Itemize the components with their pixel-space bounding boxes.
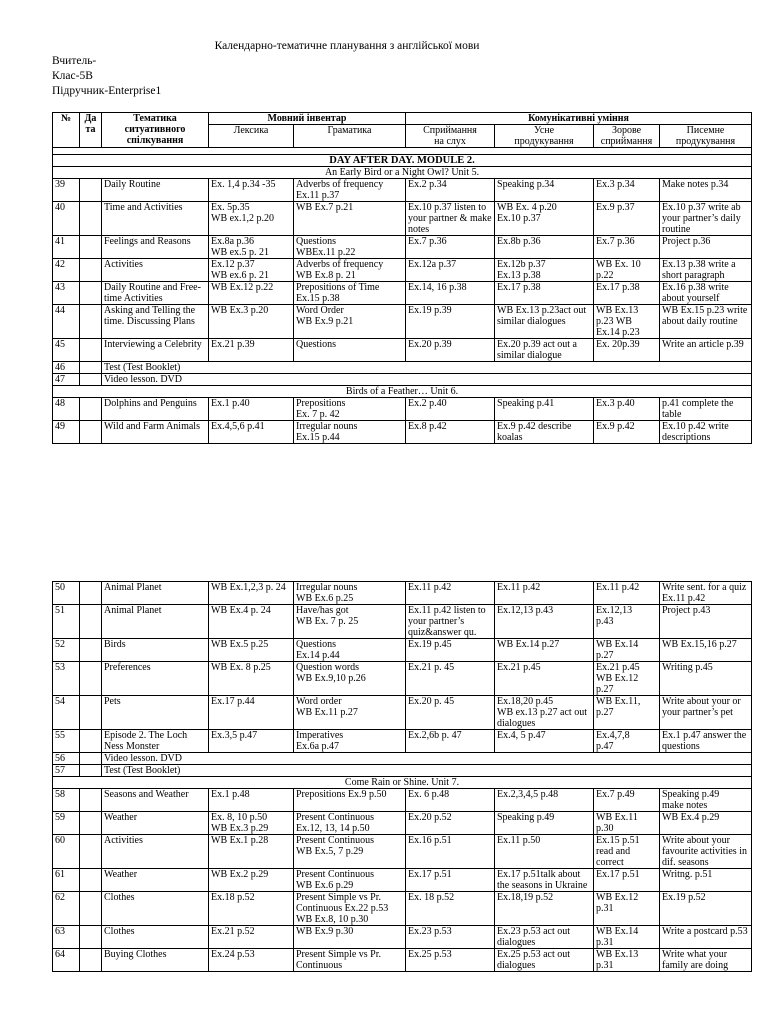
date-cell <box>80 259 102 282</box>
reading-cell: Ex.3 p.34 <box>594 179 660 202</box>
speaking-cell: Ex.25 p.53 act out dialogues <box>495 949 594 972</box>
lesson-topic: Feelings and Reasons <box>102 236 209 259</box>
grammar-cell: Adverbs of frequency Ex.11 p.37 <box>294 179 406 202</box>
lesson-number: 56 <box>53 753 80 765</box>
lesson-topic: Dolphins and Penguins <box>102 398 209 421</box>
table-row <box>53 765 752 777</box>
speaking-cell: WB Ex.13 p.23act out similar dialogues <box>495 305 594 339</box>
table-row <box>53 259 752 282</box>
lesson-number: 50 <box>53 582 80 605</box>
date-cell <box>80 339 102 362</box>
col-date: Да та <box>80 113 102 148</box>
speaking-cell: Ex.21 p.45 <box>495 662 594 696</box>
date-cell <box>80 582 102 605</box>
lexis-cell: Ex.24 p.53 <box>209 949 294 972</box>
col-grammar: Граматика <box>294 125 406 148</box>
grammar-cell: Have/has got WB Ex. 7 p. 25 <box>294 605 406 639</box>
unit6-title: Birds of a Feather… Unit 6. <box>53 386 752 398</box>
writing-cell: p.41 complete the table <box>660 398 752 421</box>
table-row <box>53 926 752 949</box>
table-header-row <box>53 113 752 125</box>
grammar-cell: Prepositions Ex.9 p.50 <box>294 789 406 812</box>
lesson-topic: Birds <box>102 639 209 662</box>
grammar-cell: Irregular nouns WB Ex.6 p.25 <box>294 582 406 605</box>
date-cell <box>80 949 102 972</box>
col-topic: Тематика ситуативного спілкування <box>102 113 209 148</box>
lexis-cell: Ex.18 p.52 <box>209 892 294 926</box>
date-cell <box>80 179 102 202</box>
table-row <box>53 662 752 696</box>
writing-cell: Speaking p.49 make notes <box>660 789 752 812</box>
grammar-cell: Prepositions of Time Ex.15 p.38 <box>294 282 406 305</box>
date-cell <box>80 362 102 374</box>
lesson-number: 52 <box>53 639 80 662</box>
table-row <box>53 202 752 236</box>
col-num: № <box>53 113 80 148</box>
listening-cell: Ex.20 p.52 <box>406 812 495 835</box>
listening-cell: Ex.7 p.36 <box>406 236 495 259</box>
date-cell <box>80 605 102 639</box>
lesson-number: 42 <box>53 259 80 282</box>
reading-cell: Ex.12,13 p.43 <box>594 605 660 639</box>
lesson-number: 48 <box>53 398 80 421</box>
unit5-title: An Early Bird or a Night Owl? Unit 5. <box>53 167 752 179</box>
speaking-cell: Speaking p.49 <box>495 812 594 835</box>
table-row <box>53 179 752 202</box>
lexis-cell: Ex.17 p.44 <box>209 696 294 730</box>
listening-cell: Ex.2 p.34 <box>406 179 495 202</box>
reading-cell: Ex.9 p.42 <box>594 421 660 444</box>
speaking-cell: Ex.18,20 p.45 WB ex.13 p.27 act out dialogues <box>495 696 594 730</box>
unit-row <box>53 386 752 398</box>
grammar-cell: Prepositions Ex. 7 p. 42 <box>294 398 406 421</box>
lesson-topic: Activities <box>102 259 209 282</box>
lesson-number: 63 <box>53 926 80 949</box>
grammar-cell: Present Simple vs Pr. Continuous <box>294 949 406 972</box>
reading-cell: WB Ex.13 p.31 <box>594 949 660 972</box>
grammar-cell: Questions WBEx.11 p.22 <box>294 236 406 259</box>
reading-cell: Ex.3 p.40 <box>594 398 660 421</box>
page-title: Календарно-тематичне планування з англійської мови <box>214 40 480 52</box>
lexis-cell: Ex.12 p.37 WB ex.6 p. 21 <box>209 259 294 282</box>
listening-cell: Ex.16 p.51 <box>406 835 495 869</box>
lesson-number: 45 <box>53 339 80 362</box>
speaking-cell: Speaking p.41 <box>495 398 594 421</box>
lesson-number: 40 <box>53 202 80 236</box>
reading-cell: Ex. 20p.39 <box>594 339 660 362</box>
lesson-topic: Clothes <box>102 892 209 926</box>
listening-cell: Ex.21 p. 45 <box>406 662 495 696</box>
lesson-topic: Daily Routine and Free-time Activities <box>102 282 209 305</box>
lesson-number: 58 <box>53 789 80 812</box>
lesson-topic: Weather <box>102 812 209 835</box>
lesson-number: 53 <box>53 662 80 696</box>
writing-cell: WB Ex.15 p.23 write about daily routine <box>660 305 752 339</box>
speaking-cell: Ex.20 p.39 act out a similar dialogue <box>495 339 594 362</box>
lexis-cell: WB Ex.12 p.22 <box>209 282 294 305</box>
lesson-topic: Preferences <box>102 662 209 696</box>
lesson-number: 61 <box>53 869 80 892</box>
lesson-topic: Pets <box>102 696 209 730</box>
lexis-cell: Ex.1 p.48 <box>209 789 294 812</box>
date-cell <box>80 305 102 339</box>
lesson-topic: Test (Test Booklet) <box>102 362 752 374</box>
lexis-cell: WB Ex.5 p.25 <box>209 639 294 662</box>
speaking-cell: Ex.11 p.42 <box>495 582 594 605</box>
date-cell <box>80 282 102 305</box>
writing-cell: Write what your family are doing <box>660 949 752 972</box>
col-reading: Зорове сприймання <box>594 125 660 148</box>
listening-cell: Ex.17 p.51 <box>406 869 495 892</box>
lesson-topic: Interviewing a Celebrity <box>102 339 209 362</box>
col-writing: Писемне продукування <box>660 125 752 148</box>
date-cell <box>80 202 102 236</box>
reading-cell: Ex.11 p.42 <box>594 582 660 605</box>
table-row <box>53 339 752 362</box>
col-comm-skills: Комунікативні уміння <box>406 113 752 125</box>
lexis-cell: Ex. 1,4 p.34 -35 <box>209 179 294 202</box>
col-listening: Сприймання на слух <box>406 125 495 148</box>
grammar-cell: Word Order WB Ex.9 p.21 <box>294 305 406 339</box>
reading-cell: Ex.9 p.37 <box>594 202 660 236</box>
lexis-cell: WB Ex.1,2,3 p. 24 <box>209 582 294 605</box>
lesson-number: 49 <box>53 421 80 444</box>
writing-cell: Write sent. for a quiz Ex.11 p.42 <box>660 582 752 605</box>
table-row <box>53 282 752 305</box>
lexis-cell: WB Ex. 8 p.25 <box>209 662 294 696</box>
grammar-cell: Present Continuous WB Ex.5, 7 p.29 <box>294 835 406 869</box>
reading-cell: WB Ex.13 p.23 WB Ex.14 p.23 <box>594 305 660 339</box>
lesson-topic: Buying Clothes <box>102 949 209 972</box>
date-cell <box>80 869 102 892</box>
speaking-cell: Ex.9 p.42 describe koalas <box>495 421 594 444</box>
listening-cell: Ex.11 p.42 listen to your partner’s quiz&answer qu. <box>406 605 495 639</box>
lesson-number: 47 <box>53 374 80 386</box>
date-cell <box>80 892 102 926</box>
unit-row <box>53 777 752 789</box>
lexis-cell: WB Ex.4 p. 24 <box>209 605 294 639</box>
speaking-cell: Ex.17 p.38 <box>495 282 594 305</box>
lesson-number: 60 <box>53 835 80 869</box>
writing-cell: Project p.36 <box>660 236 752 259</box>
reading-cell: WB Ex.14 p.31 <box>594 926 660 949</box>
table-row <box>53 949 752 972</box>
speaking-cell: Ex.23 p.53 act out dialogues <box>495 926 594 949</box>
plan-table-top <box>52 112 752 444</box>
table-row <box>53 753 752 765</box>
table-row <box>53 398 752 421</box>
lesson-topic: Video lesson. DVD <box>102 374 752 386</box>
table-row <box>53 362 752 374</box>
reading-cell: Ex.7 p.49 <box>594 789 660 812</box>
writing-cell: Ex.10 p.42 write descriptions <box>660 421 752 444</box>
writing-cell: Write a postcard p.53 <box>660 926 752 949</box>
lesson-number: 46 <box>53 362 80 374</box>
writing-cell: WB Ex.15,16 p.27 <box>660 639 752 662</box>
lesson-number: 62 <box>53 892 80 926</box>
reading-cell: WB Ex.12 p.31 <box>594 892 660 926</box>
writing-cell: Ex.13 p.38 write a short paragraph <box>660 259 752 282</box>
reading-cell: Ex.17 p.38 <box>594 282 660 305</box>
lesson-number: 59 <box>53 812 80 835</box>
teacher-label: Вчитель- <box>52 55 97 67</box>
date-cell <box>80 236 102 259</box>
grammar-cell: WB Ex.9 p.30 <box>294 926 406 949</box>
lesson-topic: Episode 2. The Loch Ness Monster <box>102 730 209 753</box>
lexis-cell: Ex.3,5 p.47 <box>209 730 294 753</box>
speaking-cell: Ex.8b p.36 <box>495 236 594 259</box>
table-row <box>53 812 752 835</box>
lesson-topic: Animal Planet <box>102 605 209 639</box>
speaking-cell: Speaking p.34 <box>495 179 594 202</box>
module-title: DAY AFTER DAY. MODULE 2. <box>53 155 752 167</box>
class-label: Клас-5В <box>52 70 93 82</box>
lesson-number: 54 <box>53 696 80 730</box>
writing-cell: Ex.16 p.38 write about yourself <box>660 282 752 305</box>
lesson-topic: Activities <box>102 835 209 869</box>
writing-cell: Write about your favourite activities in dif. seasons <box>660 835 752 869</box>
speaking-cell: WB Ex.14 p.27 <box>495 639 594 662</box>
table-row <box>53 730 752 753</box>
listening-cell: Ex.25 p.53 <box>406 949 495 972</box>
reading-cell: Ex.4,7,8 p.47 <box>594 730 660 753</box>
writing-cell: Project p.43 <box>660 605 752 639</box>
listening-cell: Ex.2,6b p. 47 <box>406 730 495 753</box>
reading-cell: Ex.15 p.51 read and correct <box>594 835 660 869</box>
lesson-topic: Clothes <box>102 926 209 949</box>
grammar-cell: Present Simple vs Pr. Continuous Ex.22 p.53 WB Ex.8, 10 p.30 <box>294 892 406 926</box>
table-row <box>53 605 752 639</box>
writing-cell: Writng. p.51 <box>660 869 752 892</box>
grammar-cell: Questions <box>294 339 406 362</box>
grammar-cell: Adverbs of frequency WB Ex.8 p. 21 <box>294 259 406 282</box>
module-row <box>53 155 752 167</box>
date-cell <box>80 926 102 949</box>
date-cell <box>80 421 102 444</box>
reading-cell: WB Ex.11 p.30 <box>594 812 660 835</box>
date-cell <box>80 662 102 696</box>
writing-cell: Ex.10 p.37 write ab your partner’s daily routine <box>660 202 752 236</box>
unit-row <box>53 167 752 179</box>
listening-cell: Ex.20 p. 45 <box>406 696 495 730</box>
speaking-cell: Ex.17 p.51talk about the seasons in Ukraine <box>495 869 594 892</box>
lesson-topic: Daily Routine <box>102 179 209 202</box>
grammar-cell: WB Ex.7 p.21 <box>294 202 406 236</box>
lesson-topic: Seasons and Weather <box>102 789 209 812</box>
lesson-number: 41 <box>53 236 80 259</box>
reading-cell: WB Ex. 10 p.22 <box>594 259 660 282</box>
date-cell <box>80 398 102 421</box>
listening-cell: Ex.14, 16 p.38 <box>406 282 495 305</box>
lexis-cell: Ex.21 p.39 <box>209 339 294 362</box>
lexis-cell: Ex.1 p.40 <box>209 398 294 421</box>
col-lexis: Лексика <box>209 125 294 148</box>
table-row <box>53 374 752 386</box>
separator-row <box>53 148 752 155</box>
lexis-cell: Ex.8a p.36 WB ex.5 p. 21 <box>209 236 294 259</box>
listening-cell: Ex.12a p.37 <box>406 259 495 282</box>
date-cell <box>80 789 102 812</box>
reading-cell: Ex.17 p.51 <box>594 869 660 892</box>
writing-cell: Writing p.45 <box>660 662 752 696</box>
speaking-cell: Ex.12,13 p.43 <box>495 605 594 639</box>
lexis-cell: Ex.4,5,6 p.41 <box>209 421 294 444</box>
listening-cell: Ex.20 p.39 <box>406 339 495 362</box>
date-cell <box>80 812 102 835</box>
grammar-cell: Questions Ex.14 p.44 <box>294 639 406 662</box>
date-cell <box>80 374 102 386</box>
unit7-title: Come Rain or Shine. Unit 7. <box>53 777 752 789</box>
lexis-cell: WB Ex.2 p.29 <box>209 869 294 892</box>
lesson-number: 39 <box>53 179 80 202</box>
speaking-cell: WB Ex. 4 p.20 Ex.10 p.37 <box>495 202 594 236</box>
table-row <box>53 639 752 662</box>
listening-cell: Ex.8 p.42 <box>406 421 495 444</box>
table-row <box>53 869 752 892</box>
lesson-number: 64 <box>53 949 80 972</box>
table-row <box>53 835 752 869</box>
col-speaking: Усне продукування <box>495 125 594 148</box>
speaking-cell: Ex.2,3,4,5 p.48 <box>495 789 594 812</box>
table-row <box>53 789 752 812</box>
lesson-topic: Video lesson. DVD <box>102 753 752 765</box>
speaking-cell: Ex.4, 5 p.47 <box>495 730 594 753</box>
listening-cell: Ex.19 p.45 <box>406 639 495 662</box>
reading-cell: Ex.21 p.45 WB Ex.12 p.27 <box>594 662 660 696</box>
writing-cell: Make notes p.34 <box>660 179 752 202</box>
table-row <box>53 582 752 605</box>
speaking-cell: Ex.11 p.50 <box>495 835 594 869</box>
lexis-cell: Ex. 8, 10 p.50 WB Ex.3 p.29 <box>209 812 294 835</box>
lesson-number: 44 <box>53 305 80 339</box>
date-cell <box>80 753 102 765</box>
textbook-label: Підручник-Enterprise1 <box>52 85 162 97</box>
table-row <box>53 236 752 259</box>
date-cell <box>80 765 102 777</box>
table-row <box>53 421 752 444</box>
lesson-topic: Weather <box>102 869 209 892</box>
writing-cell: WB Ex.4 p.29 <box>660 812 752 835</box>
speaking-cell: Ex.12b p.37 Ex.13 p.38 <box>495 259 594 282</box>
lesson-number: 51 <box>53 605 80 639</box>
date-cell <box>80 730 102 753</box>
listening-cell: Ex. 6 p.48 <box>406 789 495 812</box>
lesson-topic: Animal Planet <box>102 582 209 605</box>
reading-cell: WB Ex.11, p.27 <box>594 696 660 730</box>
lexis-cell: Ex. 5p.35 WB ex.1,2 p.20 <box>209 202 294 236</box>
date-cell <box>80 639 102 662</box>
table-row <box>53 892 752 926</box>
lesson-number: 55 <box>53 730 80 753</box>
lexis-cell: Ex.21 p.52 <box>209 926 294 949</box>
date-cell <box>80 835 102 869</box>
grammar-cell: Irregular nouns Ex.15 p.44 <box>294 421 406 444</box>
table-row <box>53 305 752 339</box>
listening-cell: Ex.11 p.42 <box>406 582 495 605</box>
grammar-cell: Present Continuous Ex.12, 13, 14 p.50 <box>294 812 406 835</box>
col-lang-inventory: Мовний інвентар <box>209 113 406 125</box>
plan-table-bottom <box>52 581 752 972</box>
lexis-cell: WB Ex.3 p.20 <box>209 305 294 339</box>
writing-cell: Write an article p.39 <box>660 339 752 362</box>
writing-cell: Write about your or your partner’s pet <box>660 696 752 730</box>
table-row <box>53 696 752 730</box>
listening-cell: Ex.19 p.39 <box>406 305 495 339</box>
reading-cell: Ex.7 p.36 <box>594 236 660 259</box>
writing-cell: Ex.19 p.52 <box>660 892 752 926</box>
grammar-cell: Question words WB Ex.9,10 p.26 <box>294 662 406 696</box>
grammar-cell: Present Continuous WB Ex.6 p.29 <box>294 869 406 892</box>
lesson-topic: Wild and Farm Animals <box>102 421 209 444</box>
date-cell <box>80 696 102 730</box>
lexis-cell: WB Ex.1 p.28 <box>209 835 294 869</box>
lesson-topic: Test (Test Booklet) <box>102 765 752 777</box>
lesson-number: 43 <box>53 282 80 305</box>
listening-cell: Ex.23 p.53 <box>406 926 495 949</box>
grammar-cell: Imperatives Ex.6a p.47 <box>294 730 406 753</box>
listening-cell: Ex.10 p.37 listen to your partner & make notes <box>406 202 495 236</box>
grammar-cell: Word order WB Ex.11 p.27 <box>294 696 406 730</box>
writing-cell: Ex.1 p.47 answer the questions <box>660 730 752 753</box>
listening-cell: Ex. 18 p.52 <box>406 892 495 926</box>
reading-cell: WB Ex.14 p.27 <box>594 639 660 662</box>
speaking-cell: Ex.18,19 p.52 <box>495 892 594 926</box>
listening-cell: Ex.2 p.40 <box>406 398 495 421</box>
lesson-topic: Time and Activities <box>102 202 209 236</box>
lesson-number: 57 <box>53 765 80 777</box>
lesson-topic: Asking and Telling the time. Discussing Plans <box>102 305 209 339</box>
